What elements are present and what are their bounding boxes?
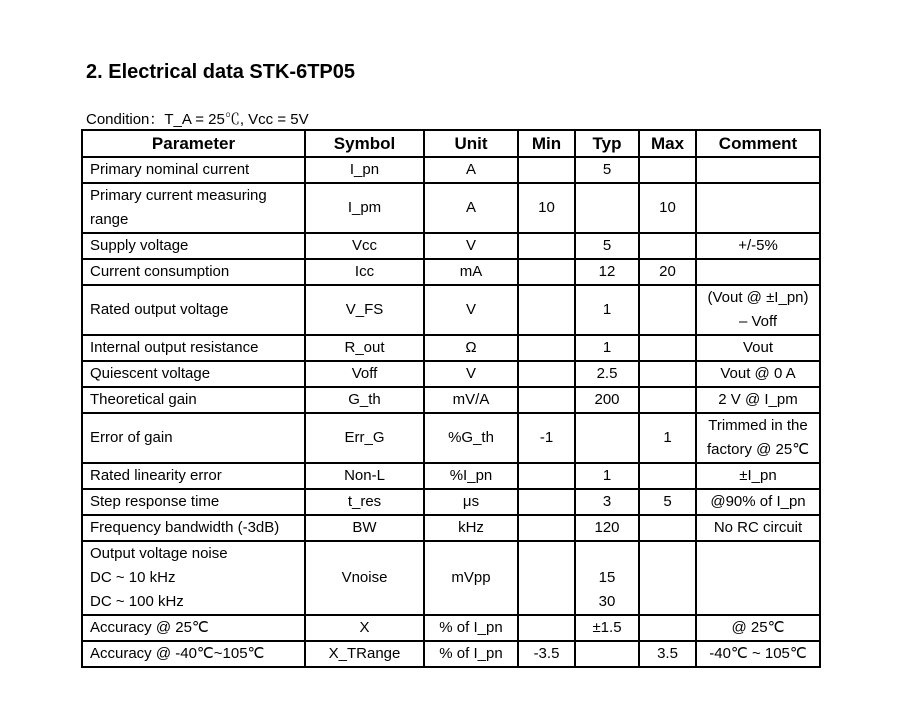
- cell-min: -3.5: [518, 641, 575, 667]
- table-row: [82, 541, 820, 615]
- cell-comment: @90% of I_pn: [696, 489, 820, 515]
- cell-line: range: [90, 211, 129, 228]
- cell-comment: [696, 259, 820, 285]
- cell-max: [639, 335, 696, 361]
- cell-parameter: Step response time: [82, 489, 305, 515]
- cell-min: [518, 233, 575, 259]
- column-header-typ: Typ: [575, 130, 639, 157]
- cell-min: [518, 259, 575, 285]
- cell-symbol: Vcc: [305, 233, 424, 259]
- cell-typ: 1: [575, 335, 639, 361]
- column-header-symbol: Symbol: [305, 130, 424, 157]
- cell-min: [518, 387, 575, 413]
- cell-symbol: I_pm: [305, 183, 424, 233]
- cell-max: 20: [639, 259, 696, 285]
- cell-unit: Ω: [424, 335, 518, 361]
- cell-min: [518, 615, 575, 641]
- cell-symbol: R_out: [305, 335, 424, 361]
- cell-line: 30: [598, 593, 616, 610]
- cell-parameter: Internal output resistance: [82, 335, 305, 361]
- cell-max: [639, 515, 696, 541]
- cell-parameter: [82, 183, 305, 233]
- cell-max: [639, 463, 696, 489]
- cell-symbol: I_pn: [305, 157, 424, 183]
- cell-comment: Vout @ 0 A: [696, 361, 820, 387]
- cell-typ: [575, 413, 639, 463]
- table-row: [82, 157, 820, 183]
- column-header-min: Min: [518, 130, 575, 157]
- cell-line: Output voltage noise: [90, 545, 228, 562]
- cell-unit: kHz: [424, 515, 518, 541]
- cell-parameter: Primary nominal current: [82, 157, 305, 183]
- cell-max: 10: [639, 183, 696, 233]
- cell-line: Trimmed in the: [708, 417, 808, 434]
- cell-parameter: Frequency bandwidth (-3dB): [82, 515, 305, 541]
- cell-min: 10: [518, 183, 575, 233]
- cell-typ: [575, 641, 639, 667]
- cell-min: [518, 361, 575, 387]
- cell-min: [518, 463, 575, 489]
- cell-line: factory @ 25℃: [706, 441, 810, 458]
- cell-comment: No RC circuit: [696, 515, 820, 541]
- cell-unit: V: [424, 361, 518, 387]
- cell-min: [518, 285, 575, 335]
- cell-unit: A: [424, 157, 518, 183]
- cell-max: [639, 387, 696, 413]
- cell-parameter: Supply voltage: [82, 233, 305, 259]
- cell-unit: V: [424, 233, 518, 259]
- cell-max: [639, 361, 696, 387]
- cell-parameter: Quiescent voltage: [82, 361, 305, 387]
- cell-symbol: Voff: [305, 361, 424, 387]
- cell-parameter: Theoretical gain: [82, 387, 305, 413]
- cell-max: [639, 285, 696, 335]
- cell-typ: 12: [575, 259, 639, 285]
- cell-max: [639, 157, 696, 183]
- cell-line: Primary current measuring: [90, 187, 267, 204]
- cell-max: [639, 233, 696, 259]
- cell-symbol: t_res: [305, 489, 424, 515]
- cell-max: [639, 615, 696, 641]
- cell-unit: μs: [424, 489, 518, 515]
- table-row: [82, 335, 820, 361]
- cell-line: – Voff: [738, 313, 778, 330]
- cell-parameter: Rated output voltage: [82, 285, 305, 335]
- column-header-parameter: Parameter: [82, 130, 305, 157]
- cell-typ: ±1.5: [575, 615, 639, 641]
- table-header-row: [82, 130, 820, 157]
- table-row: [82, 615, 820, 641]
- cell-symbol: Icc: [305, 259, 424, 285]
- cell-min: -1: [518, 413, 575, 463]
- cell-parameter: Current consumption: [82, 259, 305, 285]
- cell-parameter: Error of gain: [82, 413, 305, 463]
- cell-unit: mA: [424, 259, 518, 285]
- cell-symbol: X: [305, 615, 424, 641]
- cell-unit: % of I_pn: [424, 641, 518, 667]
- cell-max: [639, 541, 696, 615]
- cell-unit: %I_pn: [424, 463, 518, 489]
- cell-line: [582, 542, 632, 566]
- table-row: [82, 641, 820, 667]
- table-row: [82, 233, 820, 259]
- cell-typ: 120: [575, 515, 639, 541]
- cell-unit: %G_th: [424, 413, 518, 463]
- cell-comment: ±I_pn: [696, 463, 820, 489]
- cell-max: 3.5: [639, 641, 696, 667]
- table-row: [82, 463, 820, 489]
- cell-comment: -40℃ ~ 105℃: [696, 641, 820, 667]
- cell-comment: @ 25℃: [696, 615, 820, 641]
- cell-line: 15: [598, 569, 616, 586]
- cell-unit: mV/A: [424, 387, 518, 413]
- column-header-max: Max: [639, 130, 696, 157]
- cell-min: [518, 335, 575, 361]
- cell-min: [518, 541, 575, 615]
- cell-comment: [696, 285, 820, 335]
- cell-parameter: [82, 541, 305, 615]
- cell-parameter: Accuracy @ -40℃~105℃: [82, 641, 305, 667]
- cell-min: [518, 515, 575, 541]
- electrical-data-table: [81, 129, 821, 668]
- table-row: [82, 183, 820, 233]
- cell-min: [518, 489, 575, 515]
- cell-line: DC ~ 10 kHz: [90, 569, 176, 586]
- cell-symbol: Non-L: [305, 463, 424, 489]
- cell-unit: mVpp: [424, 541, 518, 615]
- table-row: [82, 515, 820, 541]
- cell-typ: 1: [575, 463, 639, 489]
- cell-symbol: V_FS: [305, 285, 424, 335]
- cell-comment: Vout: [696, 335, 820, 361]
- cell-comment: [696, 541, 820, 615]
- cell-line: DC ~ 100 kHz: [90, 593, 184, 610]
- table-body: [82, 157, 820, 667]
- cell-typ: [575, 541, 639, 615]
- cell-typ: 200: [575, 387, 639, 413]
- table-row: [82, 361, 820, 387]
- test-condition: Condition：T_A = 25℃, Vcc = 5V: [86, 111, 309, 128]
- cell-symbol: G_th: [305, 387, 424, 413]
- table-row: [82, 259, 820, 285]
- cell-unit: V: [424, 285, 518, 335]
- cell-max: 1: [639, 413, 696, 463]
- table-row: [82, 489, 820, 515]
- cell-typ: 1: [575, 285, 639, 335]
- cell-unit: % of I_pn: [424, 615, 518, 641]
- cell-max: 5: [639, 489, 696, 515]
- cell-parameter: Rated linearity error: [82, 463, 305, 489]
- cell-typ: 2.5: [575, 361, 639, 387]
- cell-typ: 5: [575, 233, 639, 259]
- cell-parameter: Accuracy @ 25℃: [82, 615, 305, 641]
- cell-symbol: X_TRange: [305, 641, 424, 667]
- column-header-comment: Comment: [696, 130, 820, 157]
- cell-typ: 3: [575, 489, 639, 515]
- cell-typ: 5: [575, 157, 639, 183]
- column-header-unit: Unit: [424, 130, 518, 157]
- cell-symbol: Vnoise: [305, 541, 424, 615]
- table-row: [82, 285, 820, 335]
- cell-symbol: BW: [305, 515, 424, 541]
- table-row: [82, 387, 820, 413]
- cell-unit: A: [424, 183, 518, 233]
- cell-comment: +/-5%: [696, 233, 820, 259]
- table-row: [82, 413, 820, 463]
- cell-line: (Vout @ ±I_pn): [707, 289, 809, 306]
- page-title: 2. Electrical data STK-6TP05: [86, 61, 356, 83]
- cell-comment: [696, 157, 820, 183]
- cell-comment: [696, 183, 820, 233]
- cell-symbol: Err_G: [305, 413, 424, 463]
- cell-comment: [696, 413, 820, 463]
- cell-comment: 2 V @ I_pm: [696, 387, 820, 413]
- cell-min: [518, 157, 575, 183]
- cell-typ: [575, 183, 639, 233]
